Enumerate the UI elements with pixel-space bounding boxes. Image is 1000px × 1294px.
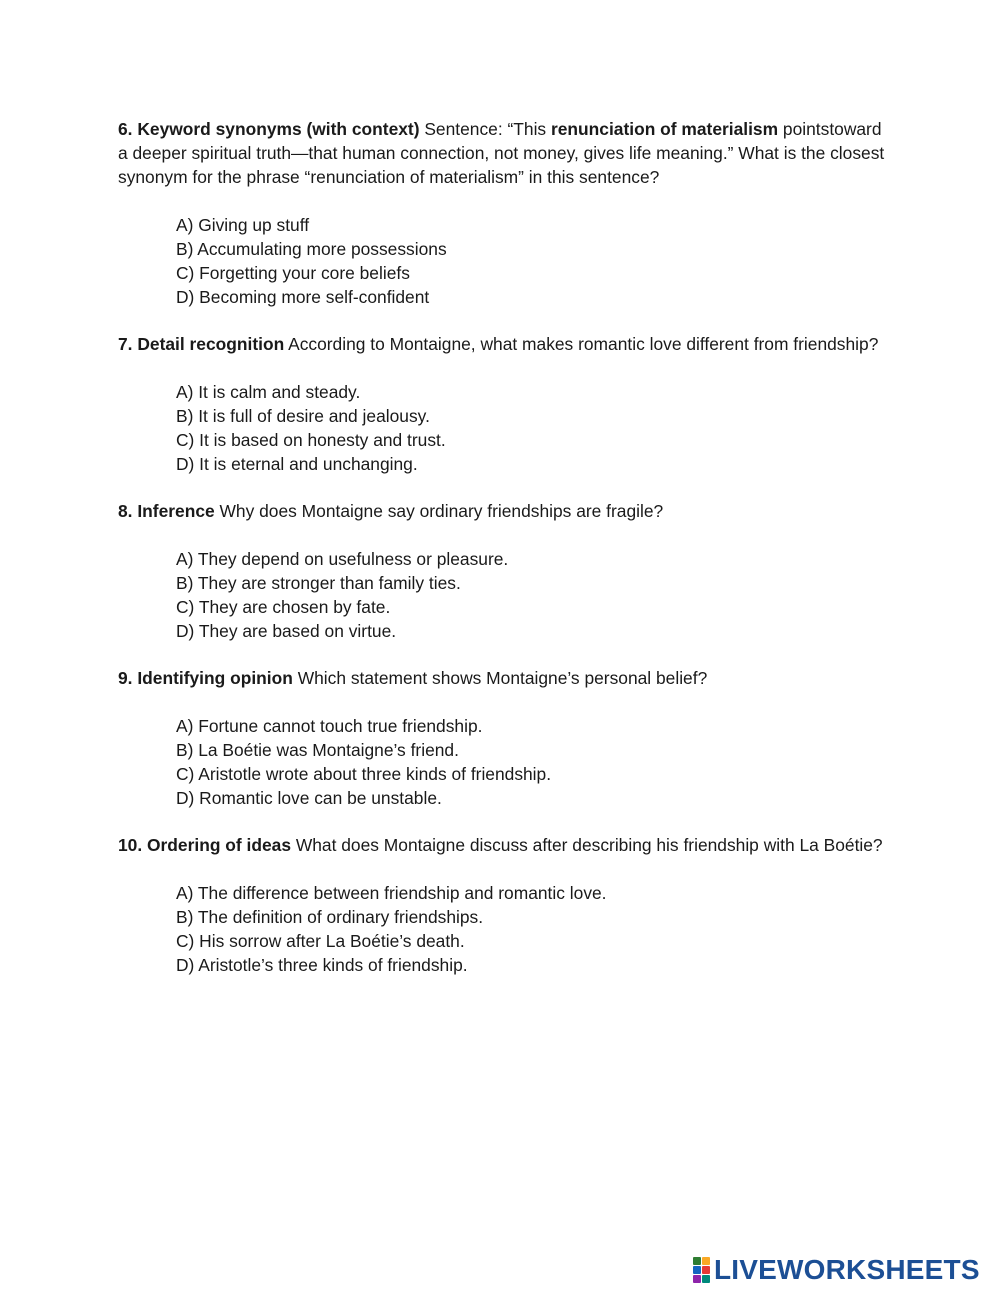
- question-6-label: 6. Keyword synonyms (with context): [118, 119, 420, 139]
- question-10-option-a[interactable]: A) The difference between friendship and romantic love.: [176, 883, 607, 903]
- liveworksheets-logo: [693, 1255, 980, 1285]
- question-8-text: Why does Montaigne say ordinary friendships are fragile?: [214, 501, 664, 521]
- question-7-option-d[interactable]: D) It is eternal and unchanging.: [176, 454, 418, 474]
- question-6-option-b[interactable]: B) Accumulating more possessions: [176, 239, 447, 259]
- logo-square: [702, 1275, 710, 1283]
- logo-square: [702, 1257, 710, 1265]
- question-7-option-b[interactable]: B) It is full of desire and jealousy.: [176, 406, 430, 426]
- question-10-option-b[interactable]: B) The definition of ordinary friendships.: [176, 907, 484, 927]
- logo-square: [693, 1275, 701, 1283]
- question-7-label: 7. Detail recognition: [118, 334, 285, 354]
- question-9-text: Which statement shows Montaigne’s personal belief?: [292, 668, 708, 688]
- question-6: [118, 117, 888, 309]
- question-7: [118, 332, 888, 476]
- logo-square: [693, 1266, 701, 1274]
- question-10: [118, 833, 888, 977]
- logo-square: [693, 1257, 701, 1265]
- question-10-option-c[interactable]: C) His sorrow after La Boétie’s death.: [176, 931, 465, 951]
- question-7-option-a[interactable]: A) It is calm and steady.: [176, 382, 361, 402]
- question-10-label: 10. Ordering of ideas: [118, 835, 291, 855]
- question-6-options: [176, 213, 888, 309]
- question-9-prompt: [118, 666, 888, 690]
- question-7-option-c[interactable]: C) It is based on honesty and trust.: [176, 430, 446, 450]
- question-9-option-b[interactable]: B) La Boétie was Montaigne’s friend.: [176, 740, 459, 760]
- question-6-option-c[interactable]: C) Forgetting your core beliefs: [176, 263, 410, 283]
- question-8-option-c[interactable]: C) They are chosen by fate.: [176, 597, 391, 617]
- question-8-option-a[interactable]: A) They depend on usefulness or pleasure.: [176, 549, 509, 569]
- question-6-text-before: Sentence: “This: [419, 119, 551, 139]
- question-7-options: [176, 380, 888, 476]
- question-6-prompt: [118, 117, 888, 189]
- liveworksheets-logo-icon: [693, 1257, 710, 1283]
- question-8-option-d[interactable]: D) They are based on virtue.: [176, 621, 397, 641]
- question-8-label: 8. Inference: [118, 501, 215, 521]
- question-9-options: [176, 714, 888, 810]
- logo-square: [702, 1266, 710, 1274]
- question-10-options: [176, 881, 888, 977]
- logo-text: LIVEWORKSHEETS: [714, 1254, 980, 1285]
- question-7-prompt: [118, 332, 888, 356]
- question-9-label: 9. Identifying opinion: [118, 668, 293, 688]
- question-8-options: [176, 547, 888, 643]
- question-7-text: According to Montaigne, what makes romantic love different from friendship?: [284, 334, 879, 354]
- question-6-option-a[interactable]: A) Giving up stuff: [176, 215, 310, 235]
- question-9-option-c[interactable]: C) Aristotle wrote about three kinds of friendship.: [176, 764, 552, 784]
- question-10-text: What does Montaigne discuss after describing his friendship with La Boétie?: [291, 835, 883, 855]
- question-10-option-d[interactable]: D) Aristotle’s three kinds of friendship.: [176, 955, 468, 975]
- question-6-bold-phrase: renunciation of materialism: [550, 119, 779, 139]
- worksheet-page: [118, 117, 888, 1000]
- question-9: [118, 666, 888, 810]
- question-10-prompt: [118, 833, 888, 857]
- question-8-prompt: [118, 499, 888, 523]
- question-8: [118, 499, 888, 643]
- question-9-option-d[interactable]: D) Romantic love can be unstable.: [176, 788, 442, 808]
- question-6-option-d[interactable]: D) Becoming more self-confident: [176, 287, 430, 307]
- question-9-option-a[interactable]: A) Fortune cannot touch true friendship.: [176, 716, 483, 736]
- question-8-option-b[interactable]: B) They are stronger than family ties.: [176, 573, 461, 593]
- question-6-text-after: pointstoward a deeper spiritual truth—that human connection, not money, gives life meaning.” What is the closest synonym for the phrase “renunciation of materialism” in this sentence?: [118, 119, 885, 187]
